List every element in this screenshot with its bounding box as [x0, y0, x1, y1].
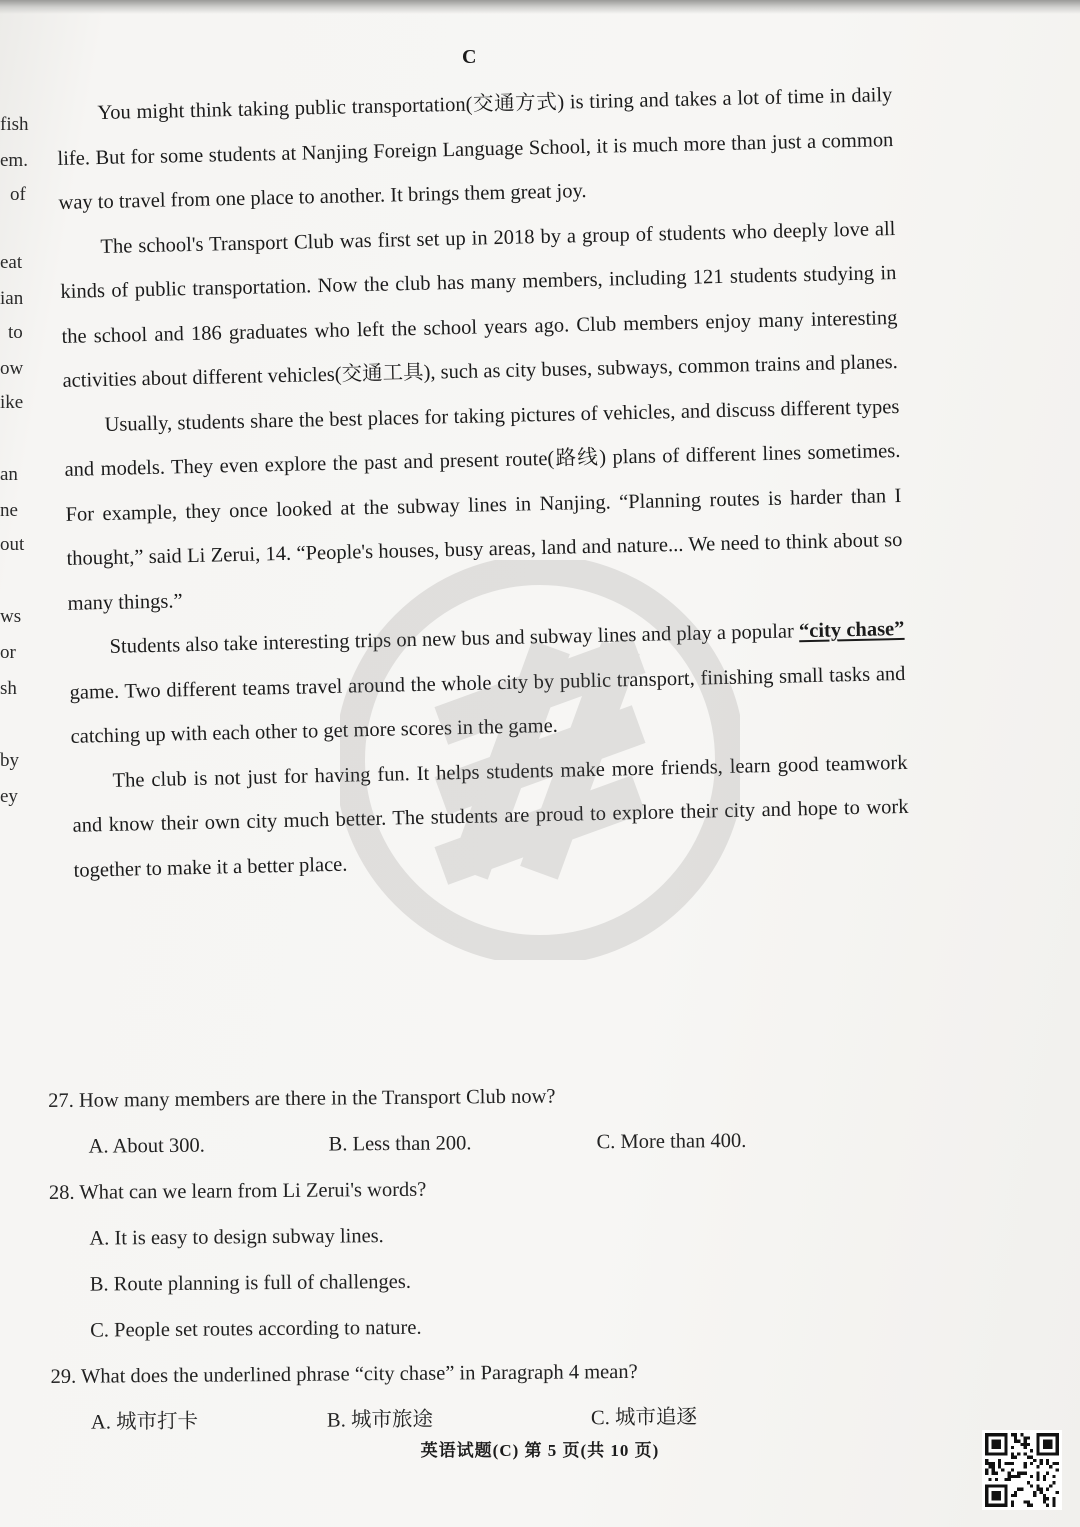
option-b[interactable]: B. 城市旅途 — [326, 1408, 434, 1432]
option-c[interactable]: C. More than 400. — [596, 1129, 747, 1154]
margin-fragment: an — [0, 464, 18, 485]
left-margin-fragments — [0, 100, 40, 1480]
question-28-options — [49, 1209, 889, 1262]
margin-fragment: ian — [0, 288, 24, 309]
underlined-phrase: “city chase” — [798, 617, 905, 643]
margin-fragment: em. — [0, 150, 28, 171]
margin-fragment: or — [0, 642, 16, 663]
margin-fragment: sh — [0, 678, 17, 699]
margin-fragment: of — [10, 184, 26, 205]
option-a[interactable]: A. About 300. — [88, 1134, 205, 1158]
question-28-option-row — [50, 1301, 890, 1354]
paragraph-4-text-a: Students also take interesting trips on new bus and subway lines and play a popular — [109, 620, 800, 658]
option-a[interactable]: A. It is easy to design subway lines. — [89, 1225, 384, 1250]
margin-fragment: ey — [0, 786, 18, 807]
question-28-stem: 28. What can we learn from Li Zerui's words? — [48, 1178, 427, 1204]
margin-fragment: eat — [0, 252, 23, 273]
question-29-stem: 29. What does the underlined phrase “city chase” in Paragraph 4 mean? — [50, 1360, 638, 1388]
paragraph-3: Usually, students share the best places for taking pictures of vehicles, and discuss different types and models. They even explore the past and present route(路线) plans of different lines sometimes. For example, they once looked at the subway lines in Nanjing. “Planning routes is harder than I thought,” said Li Zerui, 14. “People's houses, busy areas, land and nature... We need to think about so many things.” — [64, 395, 903, 615]
margin-fragment: ws — [0, 606, 22, 627]
option-c[interactable]: C. People set routes according to nature. — [90, 1316, 422, 1342]
paragraph-1: You might think taking public transportation(交通方式) is tiring and takes a lot of time in daily life. But for some students at Nanjing Foreign Language School, it is much more than just a common way to travel from one place to another. It brings them great joy. — [57, 84, 894, 214]
paragraph-4 — [68, 607, 907, 759]
question-list — [48, 1071, 891, 1446]
margin-fragment: by — [0, 750, 19, 771]
question-28-option-row — [50, 1255, 890, 1308]
reading-passage — [56, 73, 910, 893]
scan-shadow — [0, 0, 1080, 14]
paragraph-5: The club is not just for having fun. It helps students make more friends, learn good teamwork and know their own city much better. The students are proud to explore their city and hope to work together to make it a better place. — [72, 751, 909, 882]
margin-fragment: fish — [0, 114, 29, 135]
question-27-options — [48, 1117, 888, 1170]
qr-code[interactable] — [982, 1430, 1062, 1510]
option-a[interactable]: A. 城市打卡 — [90, 1410, 199, 1434]
paragraph-2: The school's Transport Club was first set up in 2018 by a group of students who deeply love all kinds of public transportation. Now the club has many members, including 121 students studying in the school and 186 graduates who left the school years ago. Club members enjoy many interesting activities about different vehicles(交通工具), such as city buses, subways, common trains and planes. — [60, 217, 898, 392]
margin-fragment: to — [8, 322, 23, 343]
margin-fragment: ow — [0, 358, 24, 379]
margin-fragment: ike — [0, 392, 24, 413]
margin-fragment: ne — [0, 500, 18, 521]
option-c[interactable]: C. 城市追逐 — [590, 1406, 698, 1430]
section-label: C — [462, 46, 477, 68]
paragraph-4-text-b: game. Two different teams travel around the whole city by public transport, finishing small tasks and catching up with each other to get more scores in the game. — [69, 662, 906, 748]
question-27-stem: 27. How many members are there in the Transport Club now? — [48, 1085, 556, 1112]
margin-fragment: out — [0, 534, 25, 555]
page-footer: 英语试题(C) 第 5 页(共 10 页) — [420, 1441, 660, 1460]
option-b[interactable]: B. Less than 200. — [328, 1132, 472, 1156]
option-b[interactable]: B. Route planning is full of challenges. — [89, 1270, 412, 1296]
